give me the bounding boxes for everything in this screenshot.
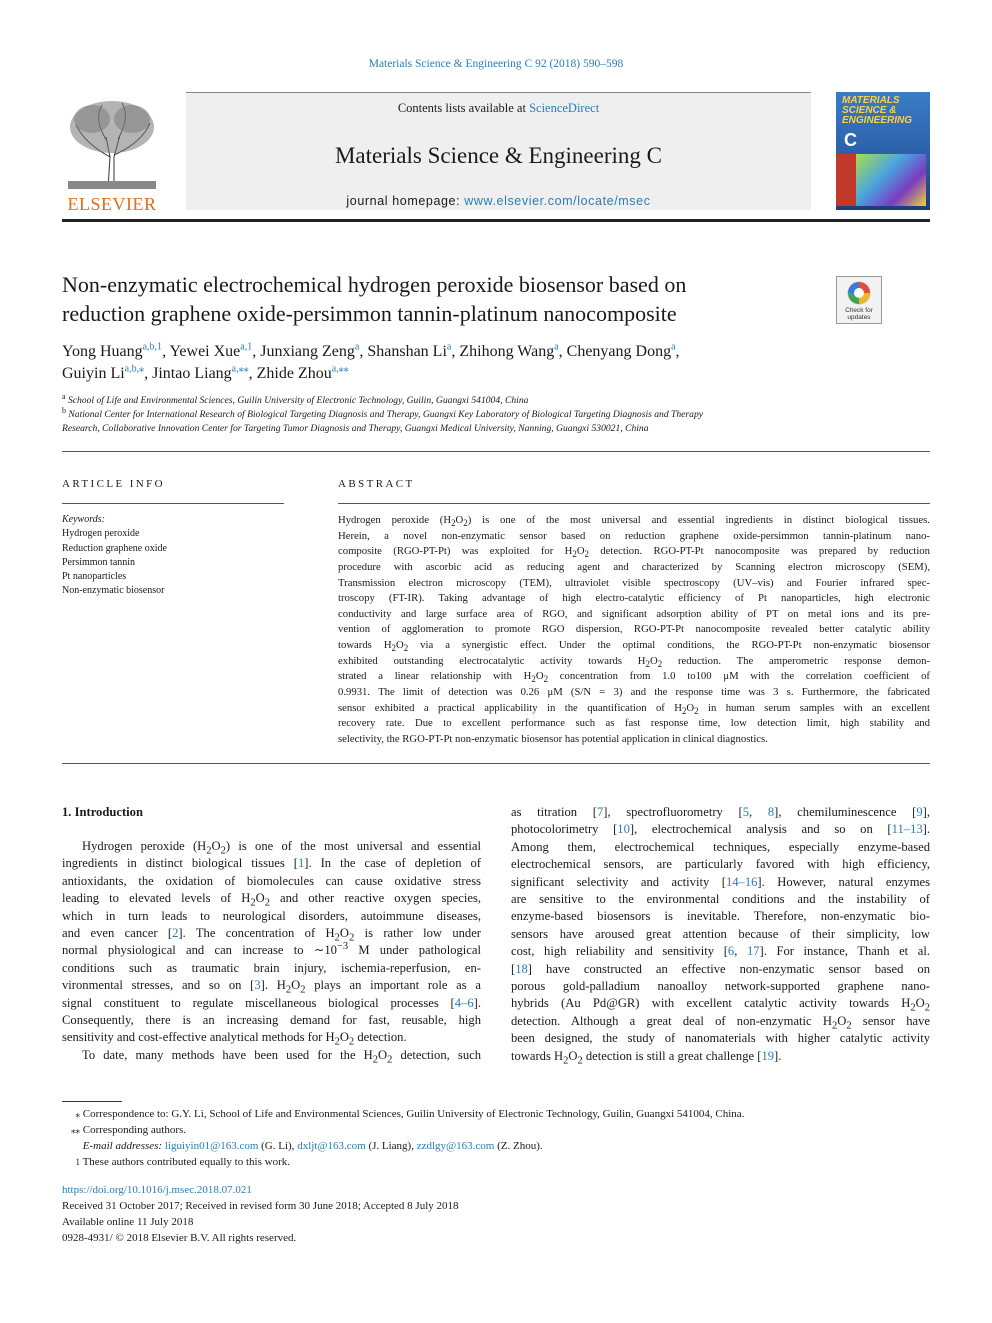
affiliation-b-mark: b xyxy=(62,405,66,415)
author-name: Chenyang Dong xyxy=(566,343,672,360)
journal-cover[interactable] xyxy=(836,92,930,210)
cover-letter: C xyxy=(844,130,857,150)
affiliation-b-line1: National Center for International Research of Biological Targeting Diagnosis and Therapy, Guangxi Key Laboratory of Biological Targeting Diagnosis and Therapy xyxy=(68,409,704,420)
journal-title: Materials Science & Engineering C xyxy=(334,143,662,168)
paragraph-line: detection. Although a great deal of non-enzymatic $H_2O_2$ sensor have xyxy=(511,1013,930,1032)
footnote-equal-contribution: 1 These authors contributed equally to this work. xyxy=(75,1156,290,1168)
cover-image xyxy=(856,154,926,206)
abstract-line: sensor exhibited a practical applicability in the quantification of $H_2O_2$ in human serum samples with an excellent xyxy=(338,701,930,716)
available-online: Available online 11 July 2018 xyxy=(62,1216,194,1228)
paragraph-line: Among them, electrochemical techniques, especially enzyme-based xyxy=(511,839,930,854)
author-name: Yong Huang xyxy=(62,343,143,360)
cover-line2: SCIENCE & xyxy=(842,105,897,116)
crossmark-icon xyxy=(837,279,881,309)
abstract-line: Hydrogen peroxide $(H_2O_2)$ is one of the most universal and essential ingredients in distinct biological tissues. xyxy=(338,514,930,529)
crossmark-line2: updates xyxy=(847,314,871,321)
paragraph-line: sensors have aroused great attention because of their simplicity, low xyxy=(511,926,930,941)
author-name: Jintao Liang xyxy=(152,365,232,382)
abstract-line: composite (RGO-PT-Pt) was exploited for $H_2O_2$ detection. RGO-PT-Pt nanocomposite was prepared by reduction xyxy=(338,545,930,560)
abstract-line: Transmission electron microscopy (TEM), ultraviolet visible spectroscopy (UV–vis) and Fourier infrared spec- xyxy=(338,576,930,589)
contents-line xyxy=(186,101,811,116)
tree-icon xyxy=(62,97,162,193)
paragraph-line: significant selectivity and activity [14–16]. However, natural enzymes xyxy=(511,874,930,889)
author-affiliation-mark[interactable]: a xyxy=(446,341,452,353)
footnote-corresponding: ⁎⁎ Corresponding authors. xyxy=(71,1124,187,1136)
contents-prefix: Contents lists available at xyxy=(397,101,526,115)
author-name: Zhide Zhou xyxy=(256,365,332,382)
author-affiliation-mark[interactable]: a xyxy=(354,341,360,353)
affiliation-a-text: School of Life and Environmental Sciences, Guilin University of Electronic Technology, Guilin, Guangxi 541004, China xyxy=(67,395,529,406)
paragraph-line: cost, high reliability and sensitivity [6, 17]. For instance, Thanh et al. xyxy=(511,944,931,959)
intro-column-1 xyxy=(62,838,481,1064)
paragraph-line: antioxidants, the oxidation of biomolecules can cause oxidative stress xyxy=(62,873,481,888)
header-rule xyxy=(62,219,930,222)
journal-banner xyxy=(186,92,811,210)
homepage-prefix: journal homepage: xyxy=(346,194,461,208)
author-name: Zhihong Wang xyxy=(459,343,555,360)
title-line2: reduction graphene oxide-persimmon tannin-platinum nanocomposite xyxy=(62,301,677,326)
paragraph-line: photocolorimetry [10], electrochemical analysis and so on [11–13]. xyxy=(511,822,931,837)
author-name: Junxiang Zeng xyxy=(260,343,355,360)
running-head[interactable]: Materials Science & Engineering C 92 (2018) 590–598 xyxy=(368,58,624,70)
author-name: Yewei Xue xyxy=(169,343,241,360)
author-affiliation-mark[interactable]: a,1 xyxy=(240,341,253,353)
paragraph-line: conditions such as traumatic brain injury, ischemia-reperfusion, en- xyxy=(62,960,481,975)
affiliation-a xyxy=(62,391,922,408)
cover-line3: ENGINEERING xyxy=(842,115,913,126)
paragraph-line: vironmental stresses, and so on [3]. $H_2O_2$ plays an important role as a xyxy=(62,978,481,996)
affiliation-b xyxy=(62,405,922,436)
homepage-link[interactable]: www.elsevier.com/locate/msec xyxy=(464,194,651,208)
abstract-line: strated a linear relationship with $H_2O_2$ concentration from 1.0 to100 μM with the correlation coefficient of xyxy=(338,670,930,685)
article-title xyxy=(62,270,822,328)
paragraph-line: [18] have constructed an effective non-enzymatic sensor based on xyxy=(511,961,930,976)
paragraph-line: towards $H_2O_2$ detection is still a great challenge [19]. xyxy=(511,1048,782,1067)
abstract-line: exhibited outstanding electrocatalytic activity towards $H_2O_2$ reduction. The amperometric response demon- xyxy=(338,654,930,669)
article-info-rule xyxy=(62,503,284,504)
paragraph-line: are sensitive to the environmental conditions and the instability of xyxy=(511,892,930,907)
paragraph-line: normal physiological and can increase to $\sim 10^{-3}$ M under pathological xyxy=(62,941,481,958)
footnote-correspondence: ⁎ Correspondence to: G.Y. Li, School of Life and Environmental Sciences, Guilin University of Electronic Technology, Guilin, Guangxi 541004, China. xyxy=(75,1108,745,1120)
abstract-line: selectivity, the RGO-PT-Pt non-enzymatic biosensor has potential application in clinical diagnostics. xyxy=(338,732,768,745)
abstract-rule xyxy=(338,503,930,504)
cover-line1: MATERIALS xyxy=(842,95,900,106)
footnote-correspondence-text: Correspondence to: G.Y. Li, School of Life and Environmental Sciences, Guilin University of Electronic Technology, Guilin, Guangxi 541004, China. xyxy=(82,1108,745,1120)
author-affiliation-mark[interactable]: a xyxy=(554,341,559,353)
abstract-bottom-rule xyxy=(62,763,930,764)
check-for-updates-button[interactable] xyxy=(836,276,882,324)
abstract-text xyxy=(338,513,930,747)
email-owner: (J. Liang), xyxy=(368,1140,414,1152)
abstract-line: recovery rate. Due to excellent performance such as fast response time, low detection limit, high stability and xyxy=(338,717,930,730)
keyword-item: Hydrogen peroxide xyxy=(62,528,140,540)
affiliation-b-line2: Research, Collaborative Innovation Center for Targeting Tumor Diagnosis and Therapy, Guangxi Medical University, Nanning, Guangxi 530021, China xyxy=(62,423,649,434)
paragraph-line: leading to elevated levels of $H_2O_2$ and other reactive oxygen species, xyxy=(62,891,481,909)
affiliation-rule xyxy=(62,451,930,452)
email-label: E-mail addresses: xyxy=(82,1140,163,1152)
email-link[interactable]: zzdlgy@163.com xyxy=(416,1140,495,1152)
doi-link[interactable]: https://doi.org/10.1016/j.msec.2018.07.021 xyxy=(62,1184,252,1196)
keywords-block xyxy=(62,513,284,599)
abstract-line: conductivity and large surface area of RGO, and significant adsorption ability of PT on metal ions and its pre- xyxy=(338,607,930,620)
paragraph-line: Consequently, there is an increasing demand for fast, reusable, high xyxy=(62,1013,481,1028)
footnote-rule xyxy=(62,1101,122,1102)
abstract-line: towards $H_2O_2$ via a synergistic effect. Under the optimal conditions, the RGO-PT-Pt non-enzymatic biosensor xyxy=(338,639,930,654)
abstract-line: 0.9931. The limit of detection was 0.26 μM (S/N = 3) and the response time was 3 s. Furthermore, the fabricated xyxy=(338,685,930,698)
paragraph-line: as titration [7], spectrofluorometry [5, 8], chemiluminescence [9], xyxy=(511,805,931,819)
paragraph-line: signal constituent to regulate miscellaneous biological processes [4–6]. xyxy=(62,995,481,1010)
paragraph-line: been designed, the study of nanomaterials with higher catalytic activity xyxy=(511,1031,930,1046)
footnote-equal-text: These authors contributed equally to this work. xyxy=(82,1156,290,1168)
section-heading-introduction: 1. Introduction xyxy=(62,805,143,819)
abstract-line: Herein, a novel non-enzymatic sensor based on reduction graphene oxide-persimmon tannin-platinum nano- xyxy=(338,529,930,542)
paragraph-line: sensitivity and cost-effective analytical methods for $H_2O_2$ detection. xyxy=(62,1030,407,1048)
author-list: Yong Huang$^{a,b,1}$, Yewei Xue$^{a,1}$, Junxiang Zeng$^a$, Shanshan Li$^a$, Zhihong Wang$^a$, Chenyang Dong$^a$, Guiyin $Li^{a,b,⁎}$, Jintao Liang$^{a,⁎⁎}$, Zhide Zhou$^{a,⁎⁎}$ xyxy=(62,341,680,382)
crossmark-line1: Check for xyxy=(845,307,873,314)
received-dates: Received 31 October 2017; Received in revised form 30 June 2018; Accepted 8 July 2018 xyxy=(62,1200,459,1212)
abstract-line: troscopy (FT-IR). Taking advantage of high electro-catalytic efficiency of Pt nanoparticles, high electronic xyxy=(338,592,930,605)
keyword-item: Persimmon tannin xyxy=(62,556,136,568)
author-affiliation-mark[interactable]: a,⁎⁎ xyxy=(231,363,249,375)
paragraph-line: porous gold-palladium nanoalloy network-supported graphene nano- xyxy=(511,979,930,994)
title-line1: Non-enzymatic electrochemical hydrogen peroxide biosensor based on xyxy=(62,272,687,297)
paragraph-line: Hydrogen peroxide $(H_2O_2)$ is one of the most universal and essential xyxy=(82,839,481,857)
abstract-line: procedure with ascorbic acid as reducing agent and characterized by Scanning electron microscopy (SEM), xyxy=(338,560,930,573)
author-affiliation-mark[interactable]: a,⁎⁎ xyxy=(331,363,349,375)
footnote-corresponding-text: Corresponding authors. xyxy=(82,1124,187,1136)
elsevier-wordmark: ELSEVIER xyxy=(67,194,157,214)
paragraph-line: which in turn leads to neurological disorders, autoimmune diseases, xyxy=(62,908,481,923)
paragraph-line: To date, many methods have been used for the $H_2O_2$ detection, such xyxy=(82,1047,482,1066)
author-affiliation-mark[interactable]: a,b,⁎ xyxy=(124,363,145,375)
article-info-heading: ARTICLE INFO xyxy=(62,478,165,490)
paragraph-line: hybrids (Au Pd@GR) with excellent catalytic activity towards $H_2O_2$ xyxy=(511,996,930,1014)
email-owner: (Z. Zhou). xyxy=(497,1140,543,1152)
elsevier-logo xyxy=(62,97,162,213)
footnote-emails xyxy=(62,1138,942,1154)
author-affiliation-mark[interactable]: a xyxy=(671,341,676,353)
abstract-line: vention of agglomeration to promote RGO dispersion, RGO-PT-Pt nanocomposite revealed better catalytic ability xyxy=(338,623,930,636)
keyword-item: Non-enzymatic biosensor xyxy=(62,585,165,597)
email-link[interactable]: liguiyin01@163.com xyxy=(164,1140,259,1152)
abstract-heading: ABSTRACT xyxy=(338,478,415,490)
paragraph-line: enzyme-based biosensors is inevitable. Therefore, non-enzymatic bio- xyxy=(511,909,930,924)
author-name: Guiyin Li xyxy=(62,365,125,382)
author-affiliation-mark[interactable]: a,b,1 xyxy=(142,341,163,353)
keyword-item: Pt nanoparticles xyxy=(62,571,127,583)
keywords-label: Keywords: xyxy=(62,514,105,525)
sciencedirect-link[interactable]: ScienceDirect xyxy=(529,101,600,115)
copyright: 0928-4931/ © 2018 Elsevier B.V. All rights reserved. xyxy=(62,1232,297,1244)
intro-column-2 xyxy=(511,804,930,1065)
homepage-line xyxy=(186,194,811,208)
paragraph-line: and even cancer [2]. The concentration of $H_2O_2$ is rather low under xyxy=(62,926,481,944)
affiliation-a-mark: a xyxy=(62,391,66,401)
keyword-item: Reduction graphene oxide xyxy=(62,542,167,554)
paragraph-line: electrochemical sensors, are particularly favored with high efficiency, xyxy=(511,857,930,872)
email-link[interactable]: dxljt@163.com xyxy=(297,1140,366,1152)
email-owner: (G. Li), xyxy=(261,1140,295,1152)
paragraph-line: ingredients in distinct biological tissues [1]. In the case of depletion of xyxy=(62,856,481,871)
author-name: Shanshan Li xyxy=(367,343,447,360)
